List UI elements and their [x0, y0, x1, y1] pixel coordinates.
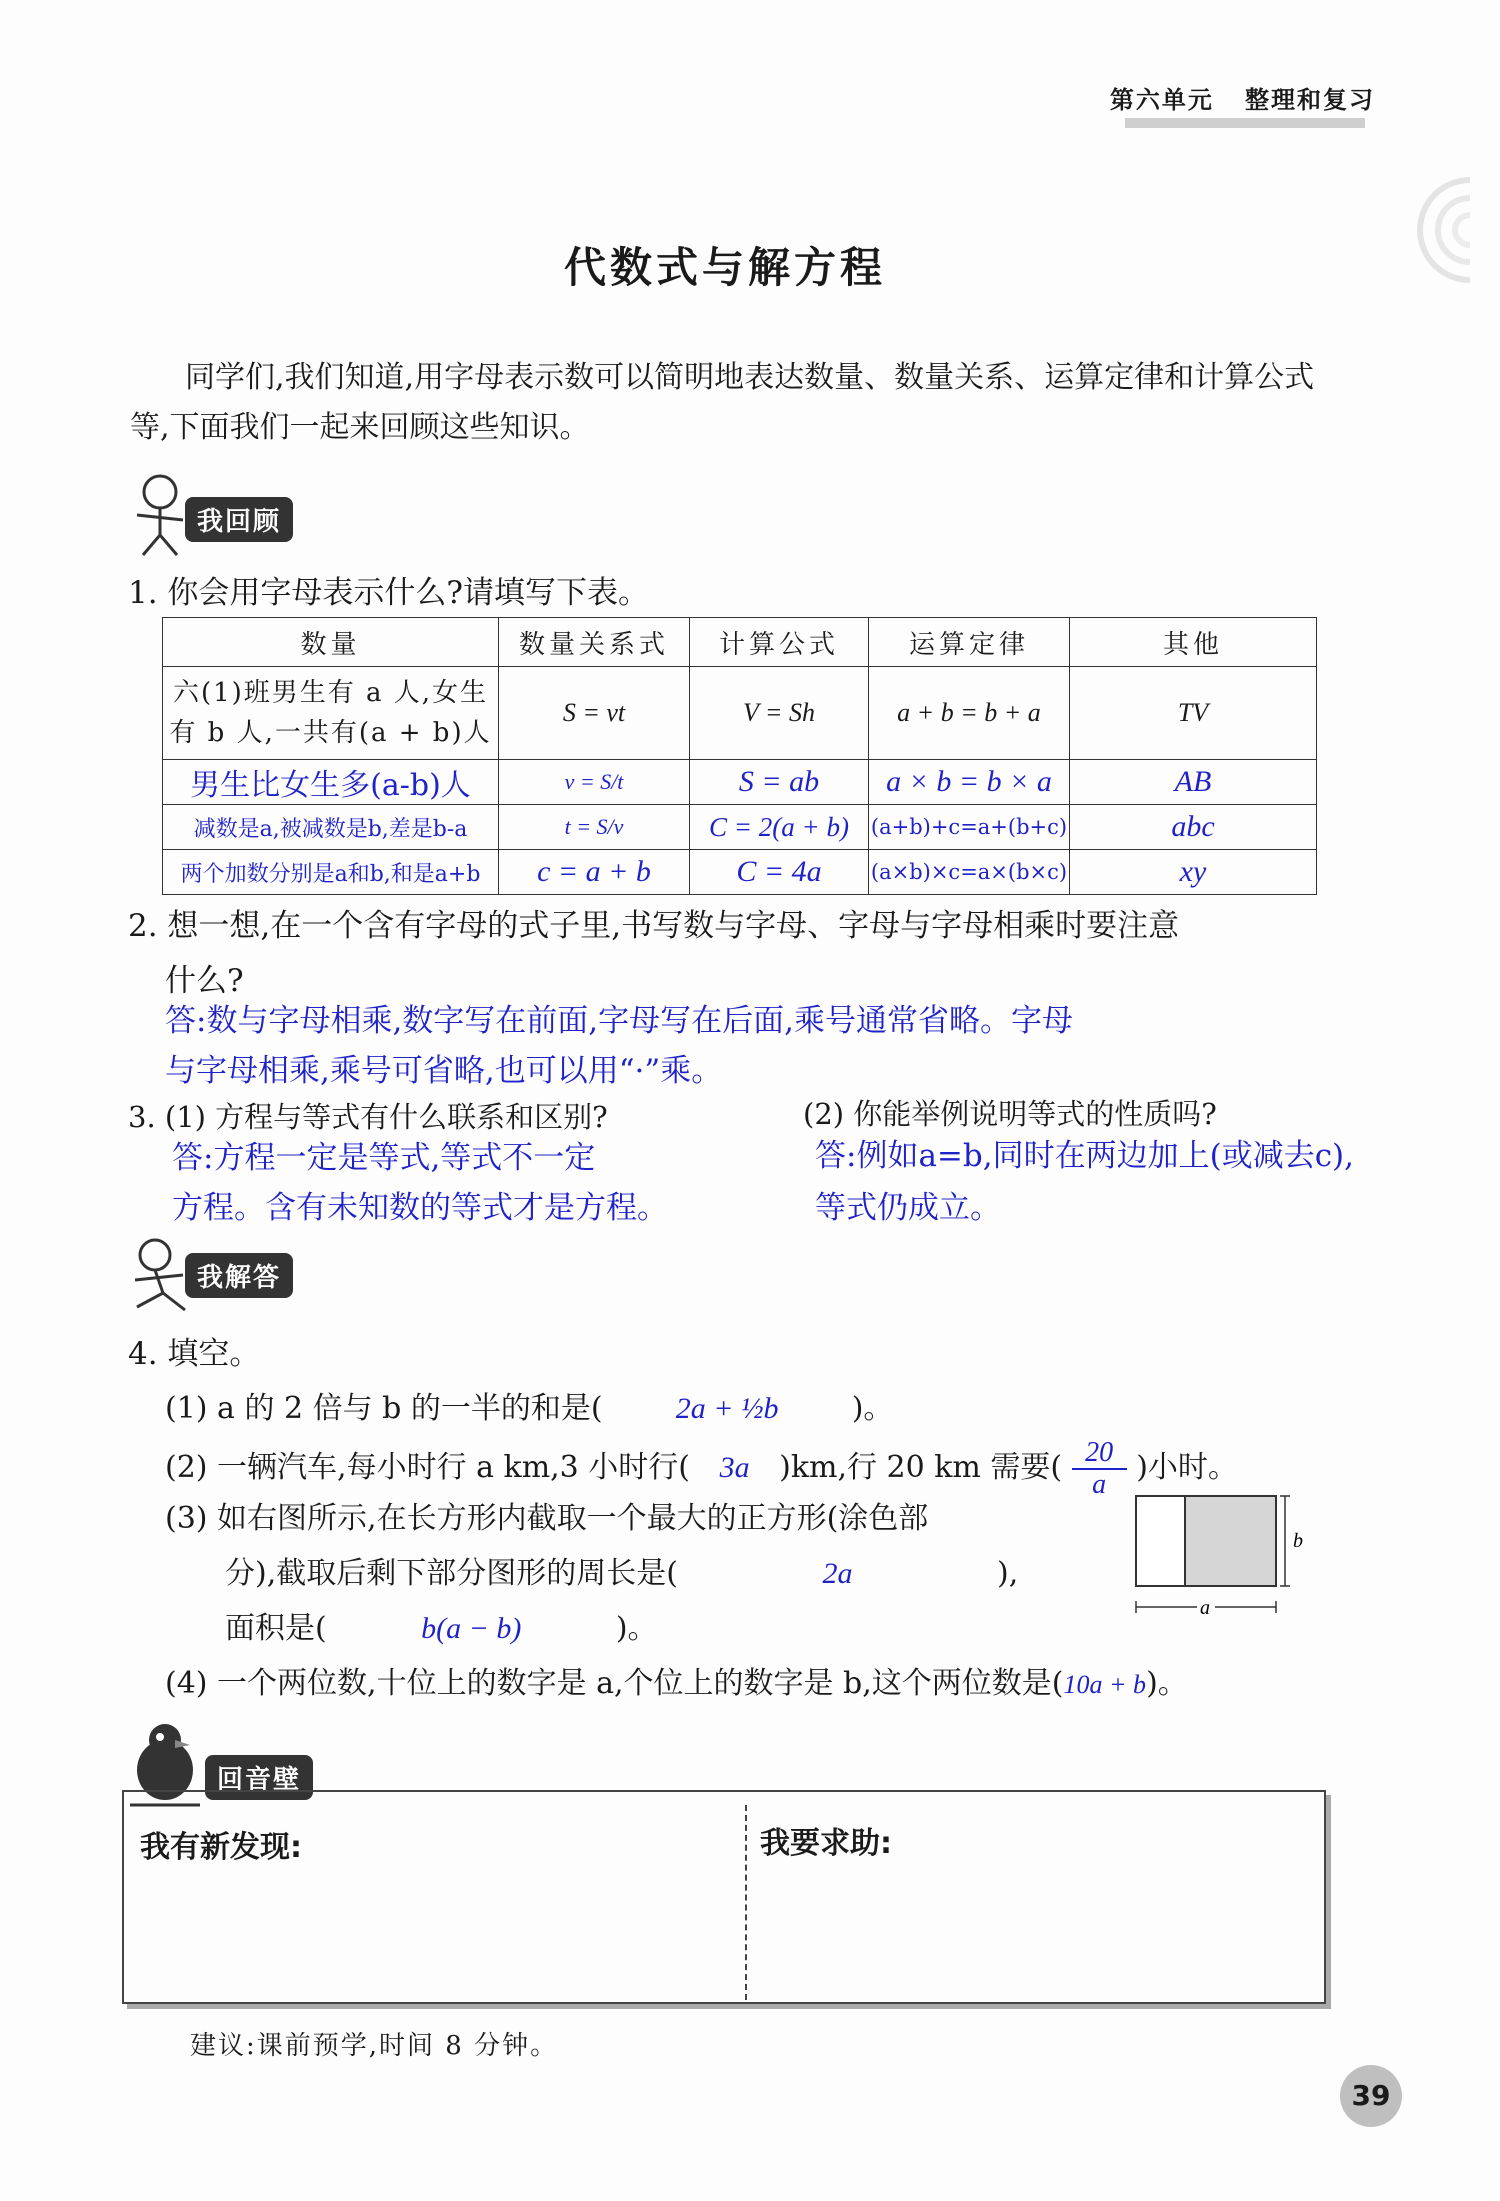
suggestion-note: 建议:课前预学,时间 8 分钟。	[190, 2031, 559, 2061]
intro-line-1: 同学们,我们知道,用字母表示数可以简明地表达数量、数量关系、运算定律和计算公式	[185, 360, 1315, 395]
cell-other: AB	[1070, 760, 1317, 805]
help-request-label: 我要求助:	[760, 1826, 892, 1861]
quantity-line-2: 有 b 人,一共有(a + b)人	[169, 718, 492, 748]
reflection-box	[122, 1790, 1326, 2004]
section-label: 整理和复习	[1245, 86, 1375, 114]
table-row	[163, 850, 1317, 895]
cell-quantity: 减数是a,被减数是b,差是b-a	[163, 805, 499, 850]
q3-left-answer-line-2: 方程。含有未知数的等式才是方程。	[172, 1190, 668, 1226]
q4-p2-suffix: )小时。	[1136, 1450, 1238, 1485]
q2-answer-line-1: 答:数与字母相乘,数字写在前面,字母写在后面,乘号通常省略。字母	[165, 1003, 1074, 1039]
q4-p3-suffix: ),	[997, 1556, 1019, 1591]
cell-other: xy	[1070, 850, 1317, 895]
q2-prompt-line-2: 什么?	[165, 963, 244, 999]
q4-p3-area-suffix: )。	[615, 1611, 658, 1646]
figure-shaded-square	[1185, 1496, 1276, 1586]
q4-p4-answer: 10a + b	[1063, 1670, 1147, 1699]
echo-tag: 回音壁	[205, 1755, 313, 1800]
review-tag: 我回顾	[185, 497, 293, 542]
cell-law: a + b = b + a	[869, 667, 1070, 760]
q4-p2-answer-2-denominator: a	[1092, 1469, 1107, 1500]
q4-title: 4. 填空。	[128, 1336, 261, 1372]
cell-formula: C = 2(a + b)	[690, 805, 869, 850]
table-row	[163, 805, 1317, 850]
cell-quantity: 两个加数分别是a和b,和是a+b	[163, 850, 499, 895]
page-title: 代数式与解方程	[563, 243, 886, 292]
figure-label-b: b	[1293, 1530, 1303, 1552]
q4-p2-middle: )km,行 20 km 需要(	[779, 1450, 1063, 1485]
q4-p2-answer-2-numerator: 20	[1072, 1438, 1127, 1470]
q4-p2-answer-2	[1072, 1438, 1127, 1500]
page-number: 39	[1340, 2065, 1402, 2127]
chapter-label: 第六单元	[1109, 86, 1214, 114]
cell-formula: V = Sh	[690, 667, 869, 760]
table-row	[163, 667, 1317, 760]
col-header-law: 运算定律	[869, 618, 1070, 667]
reflection-divider	[745, 1805, 747, 2000]
cell-relation: c = a + b	[499, 850, 690, 895]
new-discovery-label: 我有新发现:	[140, 1830, 302, 1865]
cell-law: (a+b)+c=a+(b+c)	[869, 805, 1070, 850]
cell-other: abc	[1070, 805, 1317, 850]
col-header-quantity: 数量	[163, 618, 499, 667]
cell-quantity: 男生比女生多(a-b)人	[163, 760, 499, 805]
q4-part-2	[165, 1438, 1238, 1500]
q4-p3-answer-1: 2a	[822, 1557, 853, 1590]
cell-formula: S = ab	[690, 760, 869, 805]
q4-p2-answer-1: 3a	[719, 1451, 750, 1484]
review-table	[162, 617, 1317, 895]
q4-p3-area-prefix: 面积是(	[225, 1611, 327, 1646]
q4-p3-prefix: 分),截取后剩下部分图形的周长是(	[225, 1556, 678, 1591]
col-header-formula: 计算公式	[690, 618, 869, 667]
q1-prompt: 1. 你会用字母表示什么?请填写下表。	[128, 575, 650, 611]
q4-p2-prefix: (2) 一辆汽车,每小时行 a km,3 小时行(	[165, 1450, 691, 1485]
q3-right-answer-line-1: 答:例如a=b,同时在两边加上(或减去c),	[815, 1138, 1355, 1174]
q4-part-4	[165, 1658, 1188, 1702]
table-row	[163, 760, 1317, 805]
q4-p3-line-1: (3) 如右图所示,在长方形内截取一个最大的正方形(涂色部	[165, 1501, 929, 1536]
unit-header	[1110, 80, 1375, 115]
cell-relation: t = S/v	[499, 805, 690, 850]
cell-law: (a×b)×c=a×(b×c)	[869, 850, 1070, 895]
q4-p1-suffix: )。	[851, 1391, 894, 1426]
cell-formula: C = 4a	[690, 850, 869, 895]
col-header-other: 其他	[1070, 618, 1317, 667]
intro-line-2: 等,下面我们一起来回顾这些知识。	[130, 410, 590, 445]
q3-left-question: 3. (1) 方程与等式有什么联系和区别?	[128, 1100, 608, 1134]
figure-label-a: a	[1200, 1597, 1210, 1619]
q3-right-answer-line-2: 等式仍成立。	[815, 1190, 1001, 1226]
q4-p1-prefix: (1) a 的 2 倍与 b 的一半的和是(	[165, 1391, 603, 1426]
cell-relation: S = vt	[499, 667, 690, 760]
quantity-line-1: 六(1)班男生有 a 人,女生	[172, 678, 489, 708]
cell-law: a × b = b × a	[869, 760, 1070, 805]
rectangle-figure	[1135, 1495, 1315, 1625]
q3-left-answer-line-1: 答:方程一定是等式,等式不一定	[172, 1140, 596, 1176]
header-rule	[1125, 118, 1365, 128]
solve-tag: 我解答	[185, 1253, 293, 1298]
col-header-relation: 数量关系式	[499, 618, 690, 667]
cell-quantity	[163, 667, 499, 760]
q3-right-question: (2) 你能举例说明等式的性质吗?	[803, 1097, 1217, 1131]
q4-part-1	[165, 1383, 893, 1427]
q2-prompt-line-1: 2. 想一想,在一个含有字母的式子里,书写数与字母、字母与字母相乘时要注意	[128, 908, 1180, 944]
q4-p3-line-3	[225, 1603, 658, 1647]
q4-p4-prefix: (4) 一个两位数,十位上的数字是 a,个位上的数字是 b,这个两位数是(	[165, 1666, 1064, 1701]
q4-p3-line-2	[225, 1548, 1018, 1592]
cell-relation: v = S/t	[499, 760, 690, 805]
q4-p1-answer: 2a + ½b	[675, 1392, 779, 1425]
q4-p3-answer-2: b(a − b)	[421, 1612, 522, 1645]
q2-answer-line-2: 与字母相乘,乘号可省略,也可以用“·”乘。	[165, 1053, 723, 1089]
cell-other: TV	[1070, 667, 1317, 760]
q4-p4-suffix: )。	[1146, 1666, 1188, 1701]
